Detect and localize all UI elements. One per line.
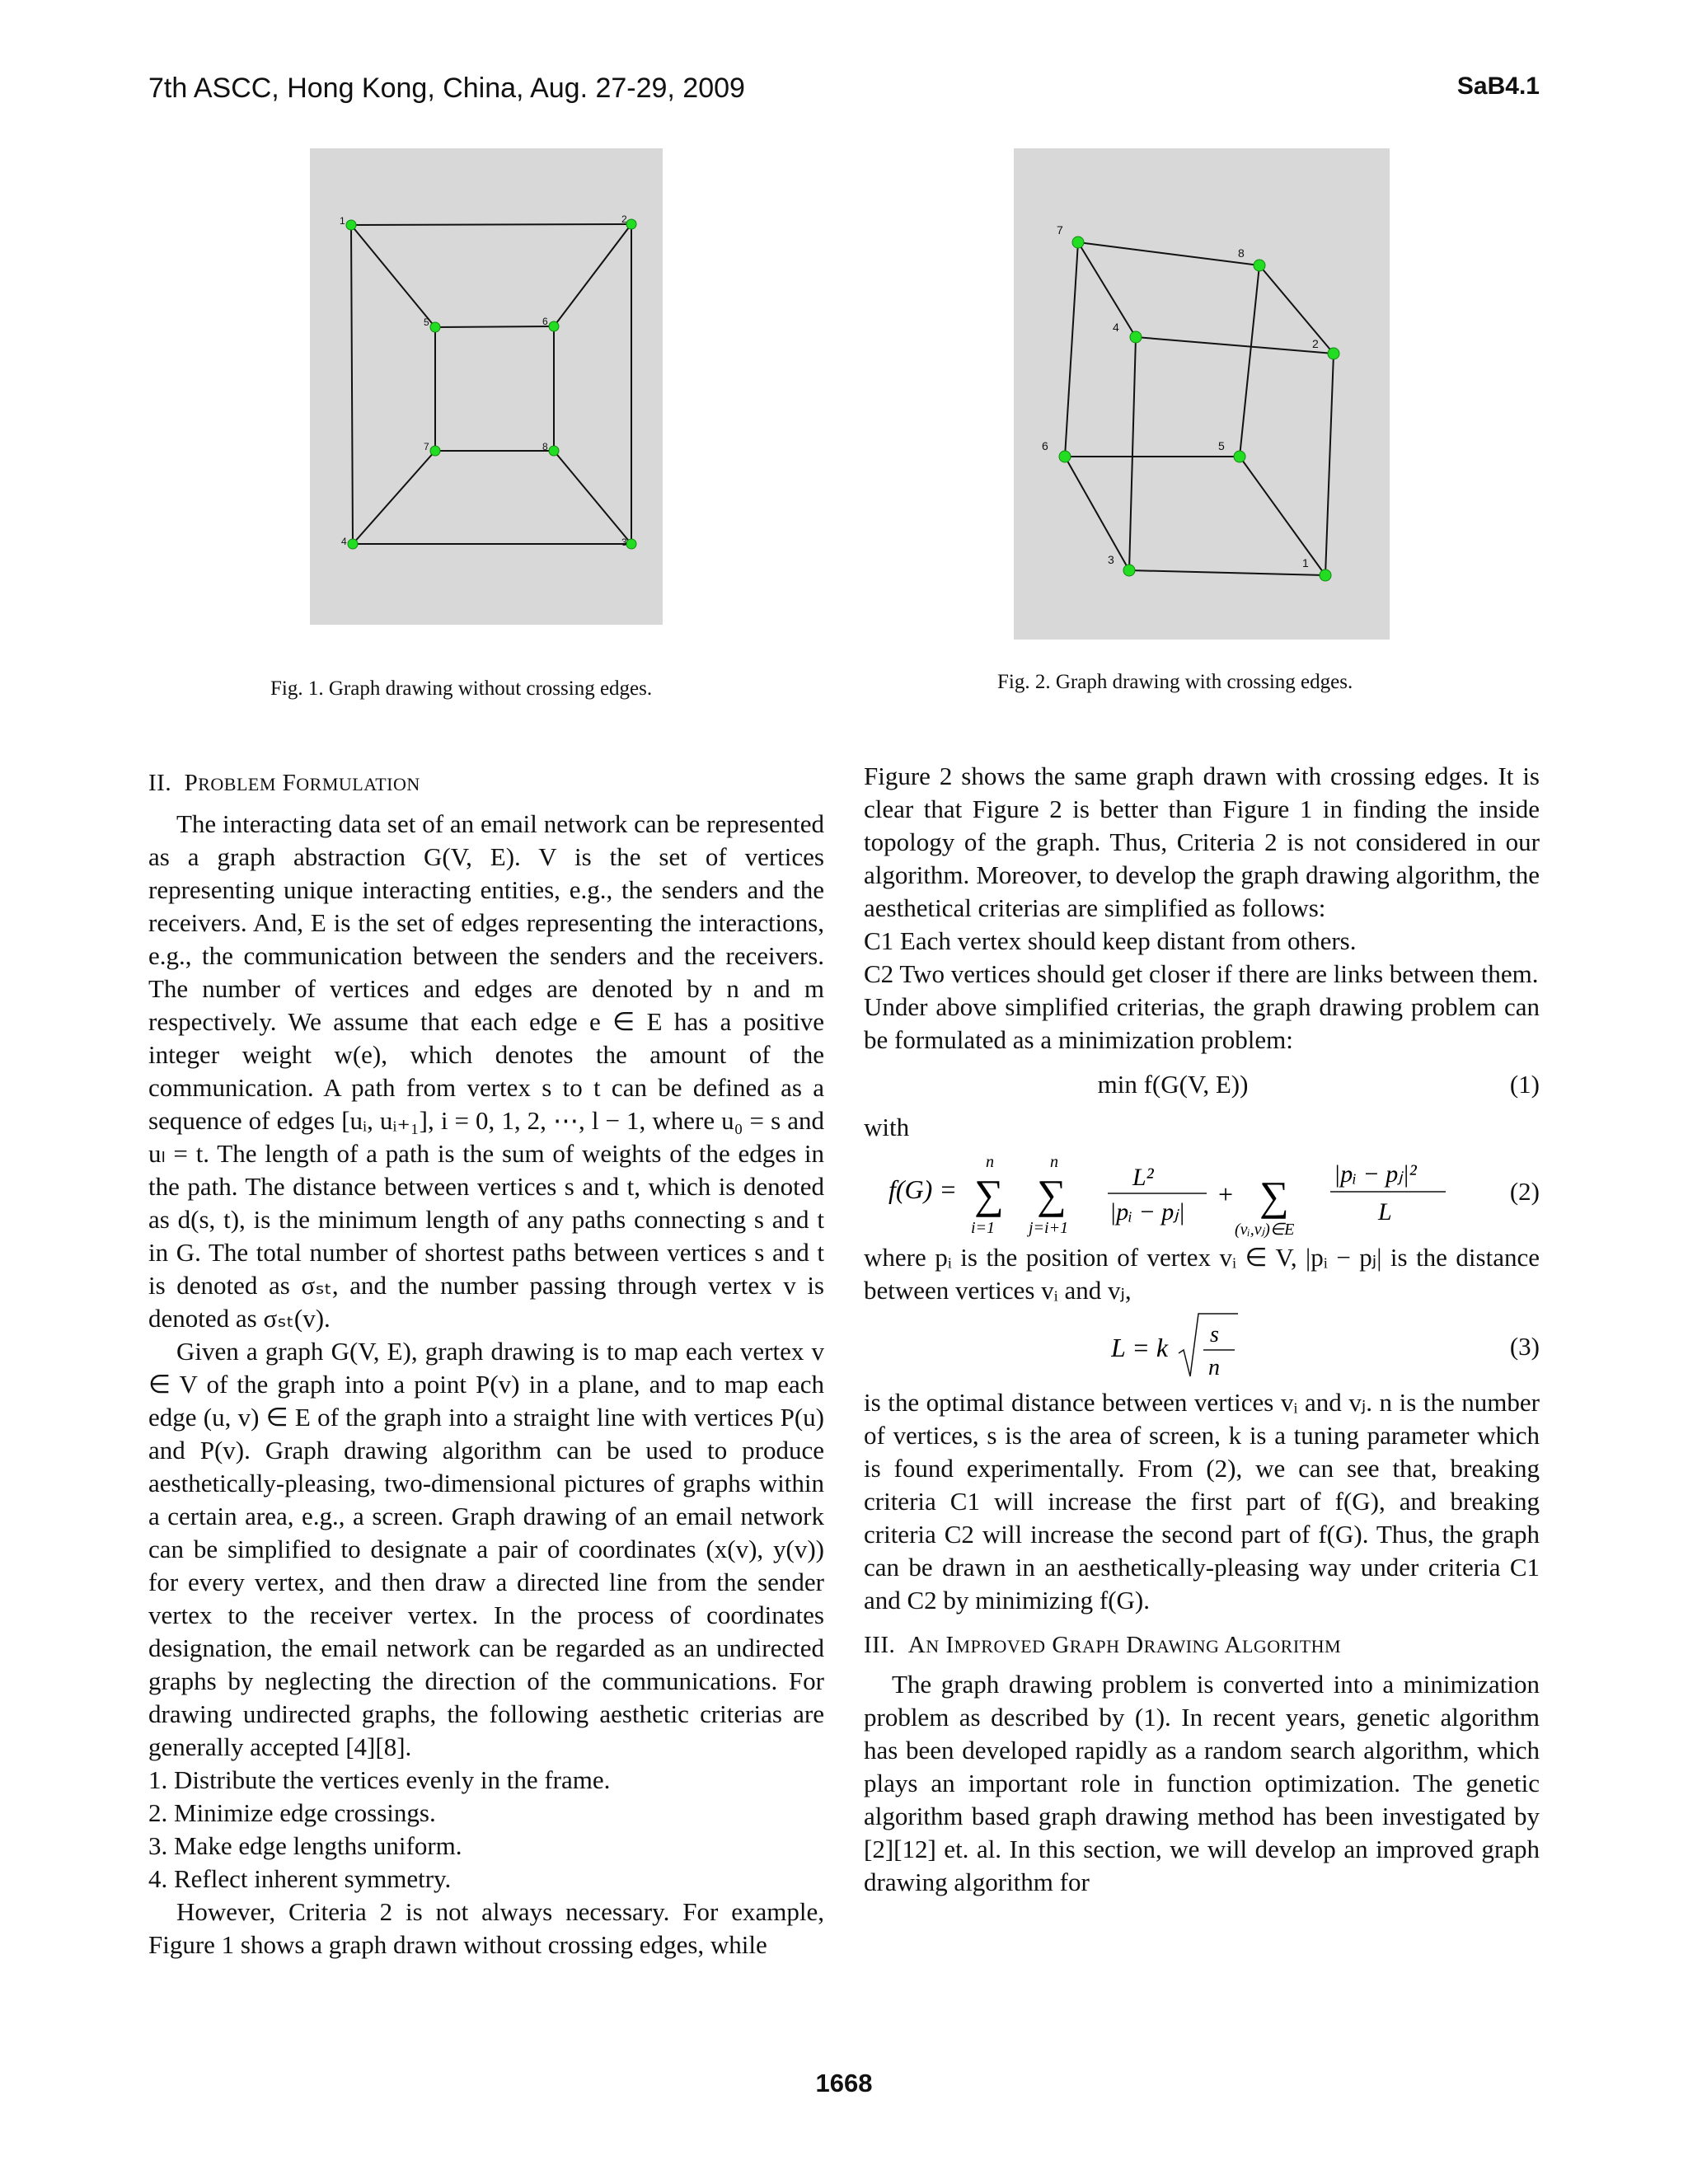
vertex [1254,260,1265,271]
vertex [1059,451,1071,462]
svg-text:L²: L² [1132,1164,1154,1191]
right-paragraph-1: Figure 2 shows the same graph drawn with crossing edges. It is clear that Figure 2 is better than Figure 1 in finding the inside topology of the graph. Thus, Criteria 2 is not considered in our algorithm. Moreover, to develop the graph drawing algorithm, the aesthetical criterias are simplified as follows: [864,762,1540,922]
section-2-paragraph-3: However, Criteria 2 is not always necessary. For example, Figure 1 shows a graph drawn without crossing edges, while [148,1897,824,1959]
section-2-heading: II. PROBLEM FORMULATION [148,770,420,796]
edge [1065,242,1078,457]
edge [353,451,435,544]
vertex [1234,451,1245,462]
svg-text:i=1: i=1 [971,1219,996,1237]
vertex-label: 2 [621,213,627,225]
equation-3-number: (3) [1509,1332,1540,1361]
page-number: 1668 [815,2069,873,2097]
criteria-item: 1. Distribute the vertices evenly in the frame. [148,1765,611,1794]
edge [1065,457,1129,570]
left-column [148,766,824,1961]
section-2-paragraph-1: The interacting data set of an email network can be represented as a graph abstraction G(V, E). V is the set of vertices representing unique interacting entities, e.g., the senders and the receivers. And, E is the set of edges representing the interactions, e.g., the communication between the senders and the receivers. The number of vertices and edges are denoted by n and m respectively. We assume that each edge e ∈ E has a positive integer weight w(e), which denotes the amount of the communication. A path from vertex s to t can be defined as a sequence of edges [uᵢ, uᵢ₊₁], i = 0, 1, 2, ⋯, l − 1, where u₀ = s and uₗ = t. The length of a path is the sum of weights of the edges in the path. The distance between vertices s and t, which is denoted as d(s, t), is the minimum length of any paths connecting s and t in G. The total number of shortest paths between vertices s and t is denoted as σₛₜ, and the number passing through vertex v is denoted as σₛₜ(v). [148,809,824,1333]
edge [1078,242,1259,265]
with-text: with [864,1113,910,1141]
figure-2 [1014,148,1390,640]
equation-3-formula [1111,1307,1276,1386]
equation-2 [864,1144,1540,1241]
svg-text:+: + [1218,1179,1234,1209]
vertex [1123,565,1135,576]
edge [1136,337,1334,354]
criteria-item: 3. Make edge lengths uniform. [148,1831,462,1860]
edge [1240,265,1259,457]
vertex [549,321,559,331]
vertex-label: 5 [1218,439,1225,452]
vertex-label: 4 [341,536,347,547]
vertex-label: 8 [1238,246,1245,260]
svg-text:∑: ∑ [1037,1171,1067,1217]
vertex-label: 6 [542,316,548,327]
equation-3 [864,1307,1540,1386]
edge [1078,242,1136,337]
criteria-item: 2. Minimize edge crossings. [148,1798,436,1827]
vertex [430,322,440,332]
equation-1-number: (1) [1509,1070,1540,1099]
section-2-paragraph-2: Given a graph G(V, E), graph drawing is to map each vertex v ∈ V of the graph into a point P(v) in a plane, and to map each edge (u, v) ∈ E of the graph into a straight line with vertices P(u) and P(v). Graph drawing algorithm can be used to produce aesthetically-pleasing, two-dimensional pictures of graphs within a certain area, e.g., a screen. Graph drawing of an email network can be simplified to designate a pair of coordinates (x(v), y(v)) for every vertex, and then draw a directed line from the sender vertex to the receiver vertex. In the process of coordinates designation, the email network can be regarded as an undirected graphs by neglecting the direction of the communications. For drawing undirected graphs, the following aesthetic criterias are generally accepted [4][8]. [148,1337,824,1761]
edge [554,224,631,326]
svg-text:f(G) =: f(G) = [889,1174,957,1204]
right-paragraph-3: where pᵢ is the position of vertex vᵢ ∈ V, |pᵢ − pⱼ| is the distance between vertices vᵢ and vⱼ, [864,1243,1540,1305]
vertex [1320,569,1331,581]
svg-text:|pᵢ − pⱼ|²: |pᵢ − pⱼ|² [1334,1160,1417,1188]
equation-1 [864,1057,1540,1111]
vertex [1130,331,1142,343]
svg-text:s: s [1210,1322,1219,1347]
figure-1 [310,148,663,625]
criteria-item: 4. Reflect inherent symmetry. [148,1864,452,1893]
figure-2-caption: Fig. 2. Graph drawing with crossing edges. [997,671,1353,693]
session-code: SaB4.1 [1456,73,1540,100]
edge [351,225,435,327]
vertex-label: 1 [340,215,345,227]
svg-text:n: n [986,1153,994,1171]
right-paragraph-4: is the optimal distance between vertices vᵢ and vⱼ. n is the number of vertices, s is the area of screen, k is a tuning parameter which is found experimentally. From (2), we can see that, breaking criteria C1 will increase the first part of f(G), and breaking criteria C2 will increase the second part of f(G). Thus, the graph can be drawn in an aesthetically-pleasing way under criteria C1 and C2 by minimizing f(G). [864,1388,1540,1615]
svg-text:L = k: L = k [1111,1333,1169,1362]
edge [351,224,631,225]
section-3-paragraph-1: The graph drawing problem is converted into a minimization problem as described by (1). In recent years, genetic algorithm has been developed rapidly as a random search algorithm, which plays an important role in function optimization. The genetic algorithm based graph drawing method has been investigated by [2][12] et. al. In this section, we will develop an improved graph drawing algorithm for [864,1670,1540,1896]
vertex [626,539,636,549]
vertex-label: 5 [424,316,429,328]
edge [1259,265,1334,354]
edge [1129,337,1136,570]
edge [351,225,353,544]
svg-text:n: n [1050,1153,1058,1171]
vertex-label: 3 [1108,553,1114,566]
svg-text:L: L [1378,1198,1392,1226]
svg-text:|pᵢ − pⱼ|: |pᵢ − pⱼ| [1109,1198,1185,1226]
svg-text:(vᵢ,vⱼ)∈E: (vᵢ,vⱼ)∈E [1235,1221,1295,1239]
figure-1-graph [310,148,663,625]
criterion-c2: C2 Two vertices should get closer if there are links between them. [864,959,1539,988]
edge [554,451,631,544]
vertex [430,446,440,456]
vertex [626,219,636,229]
conference-header: 7th ASCC, Hong Kong, China, Aug. 27-29, 2009 [148,73,745,104]
svg-text:n: n [1208,1355,1220,1380]
vertex [348,539,358,549]
vertex-label: 7 [424,441,429,452]
vertex-label: 2 [1312,337,1319,350]
edge [1129,570,1325,575]
vertex-label: 7 [1057,223,1063,237]
right-paragraph-2: Under above simplified criterias, the graph drawing problem can be formulated as a minimization problem: [864,992,1540,1054]
edge [435,326,554,327]
figure-1-caption: Fig. 1. Graph drawing without crossing edges. [270,677,653,700]
right-column [864,760,1540,1899]
vertex [1072,237,1084,248]
equation-1-body: min f(G(V, E)) [1097,1070,1249,1099]
vertex [549,446,559,456]
svg-text:∑: ∑ [974,1171,1004,1217]
vertex-label: 8 [542,441,548,452]
svg-text:∑: ∑ [1259,1173,1289,1219]
criterion-c1: C1 Each vertex should keep distant from others. [864,926,1357,955]
figure-2-graph [1014,148,1390,640]
section-3-heading: III. AN IMPROVED GRAPH DRAWING ALGORITHM [864,1632,1342,1658]
vertex-label: 3 [621,537,627,548]
edge [1240,457,1325,575]
equation-2-formula [889,1144,1498,1241]
vertex [346,220,356,230]
svg-text:j=i+1: j=i+1 [1029,1219,1069,1237]
edge [1325,354,1334,575]
vertex [1328,348,1339,359]
vertex-label: 6 [1042,439,1048,452]
vertex-label: 4 [1113,321,1119,334]
vertex-label: 1 [1302,556,1309,569]
equation-2-number: (2) [1509,1177,1540,1206]
